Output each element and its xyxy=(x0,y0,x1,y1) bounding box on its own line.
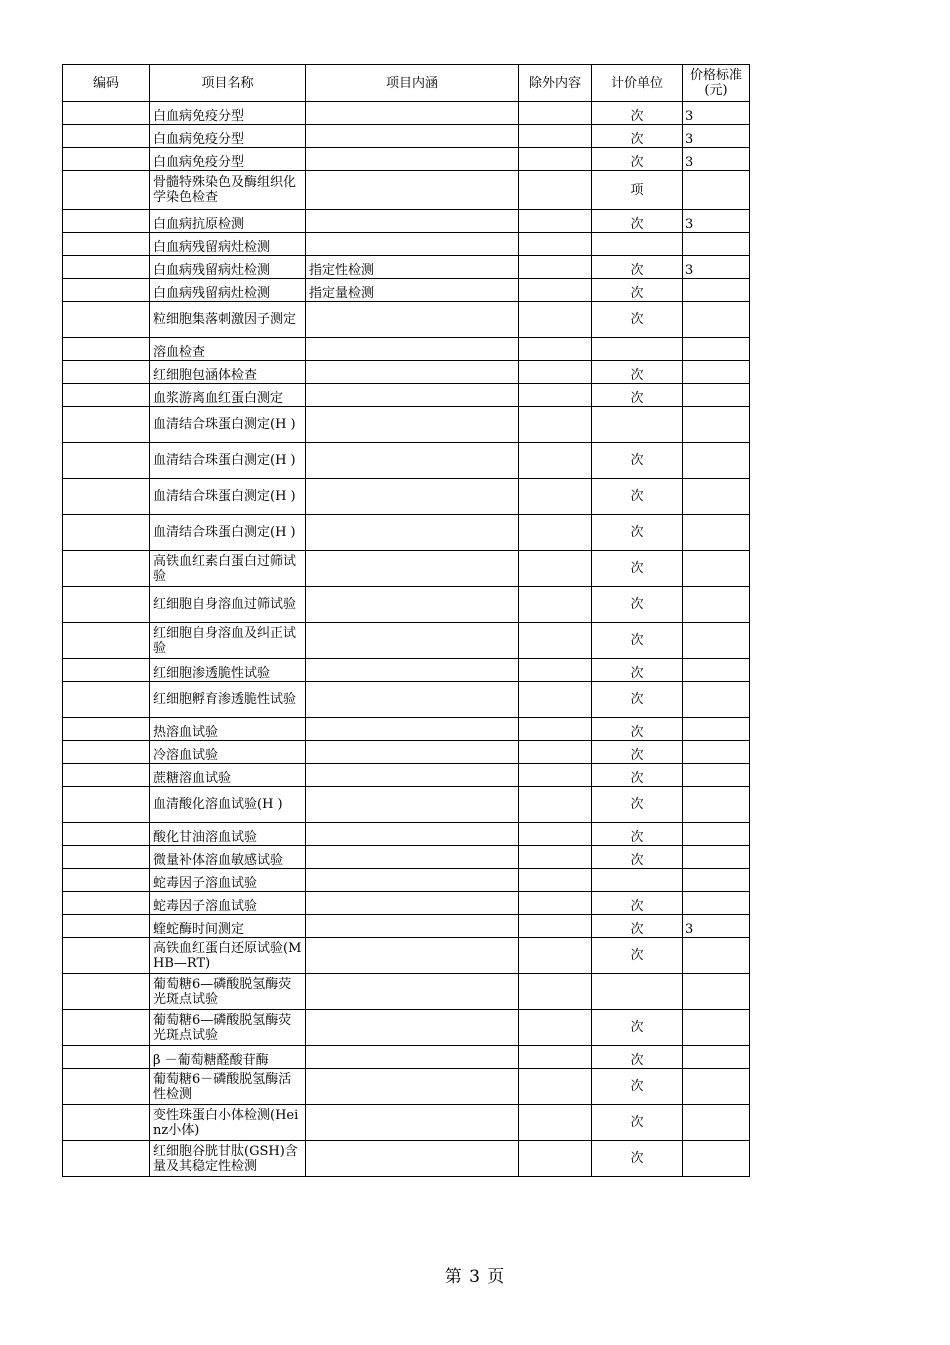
code-cell xyxy=(63,148,150,171)
description-cell xyxy=(306,407,519,443)
description-cell xyxy=(306,1069,519,1105)
description-cell xyxy=(306,1141,519,1177)
exclusions-cell xyxy=(519,623,592,659)
table-row xyxy=(63,1141,750,1177)
unit-cell xyxy=(592,869,683,892)
price-cell xyxy=(683,682,750,718)
price-cell xyxy=(683,659,750,682)
table-row xyxy=(63,407,750,443)
name-cell: 葡萄糖6—磷酸脱氢酶荧光斑点试验 xyxy=(150,974,306,1010)
code-cell xyxy=(63,659,150,682)
exclusions-cell xyxy=(519,823,592,846)
code-cell xyxy=(63,515,150,551)
description-cell xyxy=(306,974,519,1010)
unit-cell: 次 xyxy=(592,1010,683,1046)
table-row xyxy=(63,256,750,279)
exclusions-cell xyxy=(519,1069,592,1105)
exclusions-cell xyxy=(519,974,592,1010)
name-cell: 高铁血红蛋白还原试验(MHB—RT) xyxy=(150,938,306,974)
exclusions-cell xyxy=(519,718,592,741)
description-cell xyxy=(306,361,519,384)
table-row xyxy=(63,718,750,741)
description-cell xyxy=(306,938,519,974)
description-cell xyxy=(306,515,519,551)
code-cell xyxy=(63,1141,150,1177)
unit-cell: 次 xyxy=(592,210,683,233)
unit-cell: 次 xyxy=(592,384,683,407)
code-cell xyxy=(63,407,150,443)
code-cell xyxy=(63,741,150,764)
name-cell: 血浆游离血红蛋白测定 xyxy=(150,384,306,407)
exclusions-cell xyxy=(519,256,592,279)
code-cell xyxy=(63,171,150,210)
table-row xyxy=(63,1010,750,1046)
price-cell xyxy=(683,551,750,587)
exclusions-cell xyxy=(519,1105,592,1141)
description-cell xyxy=(306,551,519,587)
price-cell xyxy=(683,479,750,515)
price-cell xyxy=(683,974,750,1010)
table-header-row xyxy=(63,65,750,102)
unit-cell: 次 xyxy=(592,764,683,787)
table-row xyxy=(63,125,750,148)
price-cell xyxy=(683,787,750,823)
table-row xyxy=(63,361,750,384)
price-cell xyxy=(683,938,750,974)
unit-cell: 次 xyxy=(592,915,683,938)
exclusions-cell xyxy=(519,587,592,623)
price-cell xyxy=(683,764,750,787)
price-cell xyxy=(683,515,750,551)
exclusions-cell xyxy=(519,787,592,823)
code-cell xyxy=(63,279,150,302)
code-cell xyxy=(63,443,150,479)
name-cell: 白血病残留病灶检测 xyxy=(150,279,306,302)
code-cell xyxy=(63,1069,150,1105)
code-cell xyxy=(63,1046,150,1069)
name-cell: 红细胞自身溶血过筛试验 xyxy=(150,587,306,623)
code-cell xyxy=(63,682,150,718)
code-cell xyxy=(63,361,150,384)
table-row xyxy=(63,892,750,915)
unit-cell: 次 xyxy=(592,682,683,718)
code-cell xyxy=(63,256,150,279)
code-cell xyxy=(63,938,150,974)
price-cell xyxy=(683,869,750,892)
unit-cell: 次 xyxy=(592,479,683,515)
description-cell: 指定量检测 xyxy=(306,279,519,302)
code-cell xyxy=(63,764,150,787)
exclusions-cell xyxy=(519,407,592,443)
table-row xyxy=(63,938,750,974)
price-cell xyxy=(683,741,750,764)
exclusions-cell xyxy=(519,443,592,479)
unit-cell: 次 xyxy=(592,587,683,623)
code-cell xyxy=(63,551,150,587)
unit-cell: 次 xyxy=(592,551,683,587)
description-cell xyxy=(306,718,519,741)
description-cell xyxy=(306,823,519,846)
header-exclusions: 除外内容 xyxy=(519,65,592,102)
name-cell: 高铁血红素白蛋白过筛试验 xyxy=(150,551,306,587)
header-price: 价格标准(元) xyxy=(683,65,750,102)
table-row xyxy=(63,915,750,938)
name-cell: 骨髓特殊染色及酶组织化学染色检查 xyxy=(150,171,306,210)
unit-cell: 次 xyxy=(592,443,683,479)
code-cell xyxy=(63,125,150,148)
price-cell xyxy=(683,892,750,915)
description-cell xyxy=(306,587,519,623)
code-cell xyxy=(63,479,150,515)
header-description: 项目内涵 xyxy=(306,65,519,102)
exclusions-cell xyxy=(519,210,592,233)
code-cell xyxy=(63,823,150,846)
description-cell xyxy=(306,682,519,718)
description-cell xyxy=(306,479,519,515)
unit-cell: 次 xyxy=(592,846,683,869)
code-cell xyxy=(63,718,150,741)
header-code: 编码 xyxy=(63,65,150,102)
table-row xyxy=(63,846,750,869)
exclusions-cell xyxy=(519,479,592,515)
price-cell: 3 xyxy=(683,915,750,938)
table-row xyxy=(63,741,750,764)
table-row xyxy=(63,233,750,256)
table-row xyxy=(63,764,750,787)
exclusions-cell xyxy=(519,915,592,938)
exclusions-cell xyxy=(519,741,592,764)
code-cell xyxy=(63,210,150,233)
unit-cell: 次 xyxy=(592,938,683,974)
unit-cell xyxy=(592,338,683,361)
name-cell: 酸化甘油溶血试验 xyxy=(150,823,306,846)
price-cell xyxy=(683,361,750,384)
description-cell xyxy=(306,148,519,171)
price-cell xyxy=(683,1046,750,1069)
price-cell xyxy=(683,846,750,869)
code-cell xyxy=(63,384,150,407)
unit-cell: 次 xyxy=(592,1105,683,1141)
name-cell: 蛇毒因子溶血试验 xyxy=(150,869,306,892)
description-cell xyxy=(306,302,519,338)
price-cell xyxy=(683,1069,750,1105)
price-cell xyxy=(683,302,750,338)
exclusions-cell xyxy=(519,279,592,302)
description-cell xyxy=(306,338,519,361)
description-cell xyxy=(306,659,519,682)
price-cell xyxy=(683,1010,750,1046)
description-cell: 指定性检测 xyxy=(306,256,519,279)
table-row xyxy=(63,1069,750,1105)
unit-cell: 次 xyxy=(592,1046,683,1069)
description-cell xyxy=(306,1010,519,1046)
exclusions-cell xyxy=(519,515,592,551)
exclusions-cell xyxy=(519,1046,592,1069)
name-cell: 白血病抗原检测 xyxy=(150,210,306,233)
table-row xyxy=(63,682,750,718)
name-cell: 血清结合珠蛋白测定(H ) xyxy=(150,407,306,443)
name-cell: 蛇毒因子溶血试验 xyxy=(150,892,306,915)
description-cell xyxy=(306,443,519,479)
name-cell: 蝰蛇酶时间测定 xyxy=(150,915,306,938)
price-cell: 3 xyxy=(683,210,750,233)
name-cell: 白血病残留病灶检测 xyxy=(150,233,306,256)
table-row xyxy=(63,1105,750,1141)
table-row xyxy=(63,587,750,623)
code-cell xyxy=(63,869,150,892)
table-row xyxy=(63,171,750,210)
unit-cell: 次 xyxy=(592,1069,683,1105)
code-cell xyxy=(63,233,150,256)
exclusions-cell xyxy=(519,148,592,171)
name-cell: 白血病残留病灶检测 xyxy=(150,256,306,279)
table-row xyxy=(63,623,750,659)
exclusions-cell xyxy=(519,938,592,974)
price-cell xyxy=(683,823,750,846)
name-cell: 红细胞孵育渗透脆性试验 xyxy=(150,682,306,718)
code-cell xyxy=(63,915,150,938)
description-cell xyxy=(306,869,519,892)
name-cell: 变性珠蛋白小体检测(Heinz小体) xyxy=(150,1105,306,1141)
code-cell xyxy=(63,102,150,125)
header-unit: 计价单位 xyxy=(592,65,683,102)
price-cell xyxy=(683,1105,750,1141)
exclusions-cell xyxy=(519,302,592,338)
unit-cell: 次 xyxy=(592,125,683,148)
price-cell xyxy=(683,384,750,407)
name-cell: 微量补体溶血敏感试验 xyxy=(150,846,306,869)
description-cell xyxy=(306,102,519,125)
table-row xyxy=(63,479,750,515)
table-row xyxy=(63,210,750,233)
description-cell xyxy=(306,1105,519,1141)
price-cell: 3 xyxy=(683,148,750,171)
unit-cell: 次 xyxy=(592,1141,683,1177)
exclusions-cell xyxy=(519,659,592,682)
name-cell: 血清结合珠蛋白测定(H ) xyxy=(150,443,306,479)
exclusions-cell xyxy=(519,764,592,787)
table-row xyxy=(63,1046,750,1069)
unit-cell: 次 xyxy=(592,256,683,279)
price-cell: 3 xyxy=(683,125,750,148)
exclusions-cell xyxy=(519,171,592,210)
price-cell: 3 xyxy=(683,102,750,125)
unit-cell: 次 xyxy=(592,823,683,846)
exclusions-cell xyxy=(519,233,592,256)
unit-cell: 次 xyxy=(592,279,683,302)
name-cell: 白血病免疫分型 xyxy=(150,102,306,125)
name-cell: 血清结合珠蛋白测定(H ) xyxy=(150,515,306,551)
code-cell xyxy=(63,587,150,623)
name-cell: 冷溶血试验 xyxy=(150,741,306,764)
unit-cell: 次 xyxy=(592,741,683,764)
description-cell xyxy=(306,787,519,823)
name-cell: β －葡萄糖醛酸苷酶 xyxy=(150,1046,306,1069)
code-cell xyxy=(63,623,150,659)
unit-cell: 次 xyxy=(592,659,683,682)
exclusions-cell xyxy=(519,892,592,915)
exclusions-cell xyxy=(519,869,592,892)
description-cell xyxy=(306,171,519,210)
code-cell xyxy=(63,1010,150,1046)
exclusions-cell xyxy=(519,384,592,407)
exclusions-cell xyxy=(519,125,592,148)
code-cell xyxy=(63,846,150,869)
table-row xyxy=(63,279,750,302)
page-number: 第 3 页 xyxy=(444,1267,506,1287)
description-cell xyxy=(306,384,519,407)
name-cell: 热溶血试验 xyxy=(150,718,306,741)
table-row xyxy=(63,787,750,823)
table-row xyxy=(63,148,750,171)
name-cell: 红细胞谷胱甘肽(GSH)含量及其稳定性检测 xyxy=(150,1141,306,1177)
code-cell xyxy=(63,1105,150,1141)
description-cell xyxy=(306,233,519,256)
price-cell xyxy=(683,718,750,741)
exclusions-cell xyxy=(519,361,592,384)
code-cell xyxy=(63,302,150,338)
price-cell xyxy=(683,171,750,210)
name-cell: 红细胞渗透脆性试验 xyxy=(150,659,306,682)
unit-cell: 次 xyxy=(592,102,683,125)
name-cell: 血清结合珠蛋白测定(H ) xyxy=(150,479,306,515)
price-cell xyxy=(683,407,750,443)
name-cell: 血清酸化溶血试验(H ) xyxy=(150,787,306,823)
unit-cell: 次 xyxy=(592,361,683,384)
description-cell xyxy=(306,741,519,764)
price-cell xyxy=(683,623,750,659)
exclusions-cell xyxy=(519,338,592,361)
price-cell xyxy=(683,587,750,623)
description-cell xyxy=(306,1046,519,1069)
name-cell: 白血病免疫分型 xyxy=(150,148,306,171)
code-cell xyxy=(63,892,150,915)
description-cell xyxy=(306,892,519,915)
table-row xyxy=(63,551,750,587)
unit-cell: 次 xyxy=(592,148,683,171)
table-row xyxy=(63,302,750,338)
table-row xyxy=(63,443,750,479)
name-cell: 白血病免疫分型 xyxy=(150,125,306,148)
table-row xyxy=(63,515,750,551)
price-cell xyxy=(683,233,750,256)
unit-cell: 次 xyxy=(592,302,683,338)
price-table xyxy=(62,64,750,1177)
description-cell xyxy=(306,210,519,233)
table-row xyxy=(63,974,750,1010)
name-cell: 蔗糖溶血试验 xyxy=(150,764,306,787)
description-cell xyxy=(306,915,519,938)
unit-cell: 次 xyxy=(592,623,683,659)
name-cell: 红细胞包涵体检查 xyxy=(150,361,306,384)
exclusions-cell xyxy=(519,102,592,125)
name-cell: 红细胞自身溶血及纠正试验 xyxy=(150,623,306,659)
exclusions-cell xyxy=(519,1141,592,1177)
description-cell xyxy=(306,623,519,659)
name-cell: 葡萄糖6—磷酸脱氢酶荧光斑点试验 xyxy=(150,1010,306,1046)
name-cell: 葡萄糖6－磷酸脱氢酶活性检测 xyxy=(150,1069,306,1105)
table-row xyxy=(63,869,750,892)
name-cell: 粒细胞集落刺激因子测定 xyxy=(150,302,306,338)
header-name: 项目名称 xyxy=(150,65,306,102)
unit-cell: 项 xyxy=(592,171,683,210)
price-cell xyxy=(683,279,750,302)
table-row xyxy=(63,823,750,846)
exclusions-cell xyxy=(519,682,592,718)
unit-cell: 次 xyxy=(592,892,683,915)
exclusions-cell xyxy=(519,551,592,587)
unit-cell: 次 xyxy=(592,718,683,741)
unit-cell xyxy=(592,407,683,443)
code-cell xyxy=(63,787,150,823)
price-cell xyxy=(683,338,750,361)
code-cell xyxy=(63,974,150,1010)
table-row xyxy=(63,659,750,682)
code-cell xyxy=(63,338,150,361)
table-row xyxy=(63,338,750,361)
exclusions-cell xyxy=(519,1010,592,1046)
unit-cell: 次 xyxy=(592,787,683,823)
unit-cell xyxy=(592,974,683,1010)
price-cell xyxy=(683,443,750,479)
unit-cell xyxy=(592,233,683,256)
exclusions-cell xyxy=(519,846,592,869)
table-row xyxy=(63,384,750,407)
table-row xyxy=(63,102,750,125)
price-cell xyxy=(683,1141,750,1177)
name-cell: 溶血检查 xyxy=(150,338,306,361)
description-cell xyxy=(306,125,519,148)
unit-cell: 次 xyxy=(592,515,683,551)
description-cell xyxy=(306,846,519,869)
description-cell xyxy=(306,764,519,787)
price-cell: 3 xyxy=(683,256,750,279)
